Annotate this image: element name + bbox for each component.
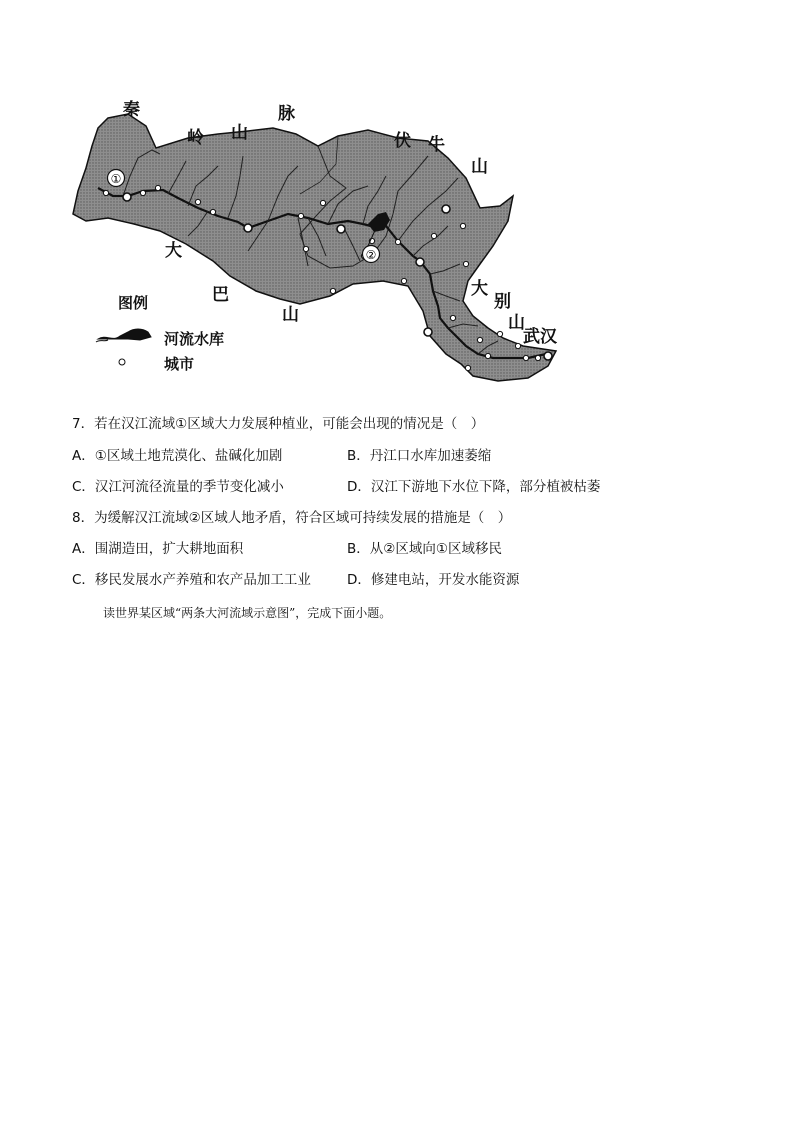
legend-title: 图例 [118,294,149,312]
label-shan-dabie: 山 [508,313,525,333]
label-da-ba: 大 [165,241,182,261]
label-fu: 伏 [394,131,411,151]
label-ba: 巴 [212,285,229,305]
question-8-option-c[interactable]: C．移民发展水产养殖和农产品加工工业 [72,572,311,588]
legend-river-label: 河流水库 [164,330,225,348]
question-8-option-b[interactable]: B．从②区域向①区域移民 [347,541,502,557]
question-7-option-b[interactable]: B．丹江口水库加速萎缩 [347,448,492,464]
question-7-option-c[interactable]: C．汉江河流径流量的季节变化减小 [72,479,284,495]
label-shan-daba: 山 [282,305,299,325]
legend-river-symbol [98,329,151,340]
question-8-option-d[interactable]: D．修建电站，开发水能资源 [347,572,520,588]
question-7-stem: 7．若在汉江流域①区域大力发展种植业，可能会出现的情况是（ ） [72,416,485,432]
label-bie: 别 [494,292,511,312]
map-graphic [68,96,568,396]
question-8-stem: 8．为缓解汉江流域②区域人地矛盾，符合区域可持续发展的措施是（ ） [72,510,512,526]
question-8-option-a[interactable]: A．围湖造田，扩大耕地面积 [72,541,244,557]
question-7-option-a[interactable]: A．①区域土地荒漠化、盐碱化加剧 [72,448,283,464]
legend-city-label: 城市 [164,355,195,373]
label-shan-qinling: 山 [231,123,248,143]
next-section-instruction: 读世界某区域“两条大河流域示意图”，完成下面小题。 [103,606,392,620]
label-mai: 脉 [278,104,295,124]
label-ling: 岭 [187,128,204,148]
region1-label: ① [110,172,122,186]
label-wuhan: 武汉 [523,327,557,347]
label-shan-funiu: 山 [471,157,488,177]
label-qin: 秦 [123,100,140,120]
question-7-option-d[interactable]: D．汉江下游地下水位下降，部分植被枯萎 [347,479,601,495]
legend-city-symbol [119,359,125,365]
label-niu: 牛 [428,135,445,155]
label-da-bie: 大 [471,279,488,299]
hanjiang-basin-map [68,96,568,396]
region2-label: ② [365,248,377,262]
